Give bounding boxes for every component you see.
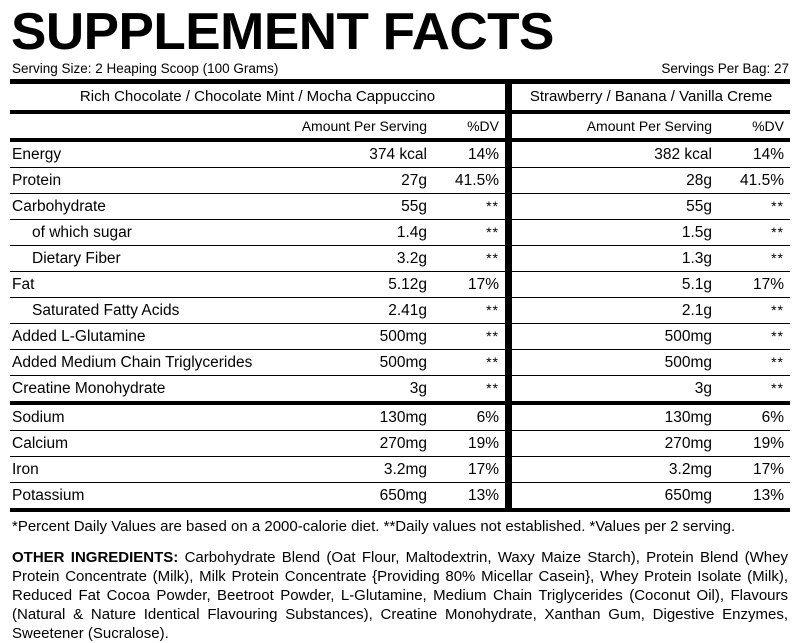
nutrient-amount-right: 500mg — [664, 354, 712, 371]
column-header-dv-right: %DV — [752, 118, 784, 134]
table-bottom-rule — [10, 508, 790, 512]
table-row — [512, 375, 790, 401]
column-header-left — [10, 114, 505, 138]
nutrient-amount-left: 270mg — [379, 435, 427, 452]
flavor-group-right: Strawberry / Banana / Vanilla Creme — [529, 88, 773, 105]
nutrient-amount-left: 5.12g — [388, 276, 427, 293]
nutrient-dv-right: ** — [771, 328, 784, 344]
table-row — [10, 401, 505, 430]
nutrient-amount-left: 130mg — [379, 409, 427, 426]
column-header-band — [10, 114, 790, 138]
other-ingredients — [10, 548, 790, 643]
table-row — [512, 323, 790, 349]
flavor-header-band — [10, 84, 790, 110]
nutrient-dv-left: 19% — [467, 435, 499, 452]
nutrient-amount-left: 650mg — [379, 487, 427, 504]
nutrient-amount-right: 2.1g — [681, 302, 712, 319]
nutrient-dv-right: 17% — [752, 276, 784, 293]
nutrient-dv-right: ** — [771, 354, 784, 370]
nutrient-amount-left: 1.4g — [396, 224, 427, 241]
column-header-name-spacer — [10, 114, 267, 138]
nutrient-dv-left: ** — [486, 328, 499, 344]
nutrient-amount-left: 55g — [401, 198, 427, 215]
nutrient-name: Saturated Fatty Acids — [32, 302, 180, 319]
daily-value-footnote: *Percent Daily Values are based on a 2000-calorie diet. **Daily values not established. *Values per 2 serving. — [12, 518, 736, 535]
nutrient-dv-right: ** — [771, 250, 784, 266]
nutrient-name: Added L-Glutamine — [12, 328, 146, 345]
table-row — [512, 456, 790, 482]
servings-per-bag-label: Servings Per Bag: 27 — [661, 61, 789, 76]
nutrient-amount-right: 55g — [686, 198, 712, 215]
column-header-amount-left: Amount Per Serving — [301, 118, 427, 134]
nutrient-amount-right: 28g — [686, 172, 712, 189]
nutrient-amount-left: 374 kcal — [369, 146, 427, 163]
nutrient-dv-left: ** — [486, 198, 499, 214]
nutrient-dv-left: ** — [486, 224, 499, 240]
nutrient-amount-left: 2.41g — [388, 302, 427, 319]
table-row — [10, 430, 505, 456]
nutrient-dv-left: ** — [486, 302, 499, 318]
nutrient-name: Carbohydrate — [12, 198, 106, 215]
nutrient-dv-left: ** — [486, 380, 499, 396]
nutrient-dv-right: 14% — [752, 146, 784, 163]
nutrient-name: Sodium — [12, 409, 65, 426]
table-row — [512, 271, 790, 297]
nutrient-amount-right: 5.1g — [681, 276, 712, 293]
nutrient-rows-right — [512, 142, 790, 508]
column-divider — [505, 114, 512, 138]
table-row — [512, 297, 790, 323]
table-row — [512, 430, 790, 456]
table-row — [10, 245, 505, 271]
table-row — [512, 245, 790, 271]
table-row — [10, 142, 505, 167]
nutrient-name: Potassium — [12, 487, 85, 504]
nutrient-amount-right: 382 kcal — [654, 146, 712, 163]
nutrient-table — [10, 142, 790, 508]
flavor-group-left: Rich Chocolate / Chocolate Mint / Mocha Cappuccino — [79, 88, 436, 105]
nutrient-name: Protein — [12, 172, 62, 189]
nutrient-amount-right: 3.2mg — [668, 461, 712, 478]
nutrient-amount-right: 270mg — [664, 435, 712, 452]
nutrient-dv-right: 6% — [761, 409, 784, 426]
table-row — [10, 482, 505, 508]
table-row — [10, 167, 505, 193]
nutrient-name: Creatine Monohydrate — [12, 380, 166, 397]
nutrient-amount-left: 3.2mg — [383, 461, 427, 478]
nutrient-amount-right: 3g — [694, 380, 712, 397]
nutrient-dv-left: 6% — [476, 409, 499, 426]
column-divider — [505, 142, 512, 508]
nutrient-dv-left: 14% — [467, 146, 499, 163]
table-row — [10, 456, 505, 482]
table-row — [10, 271, 505, 297]
serving-size-label: Serving Size: 2 Heaping Scoop (100 Grams) — [12, 61, 279, 76]
nutrient-amount-left: 3g — [409, 380, 427, 397]
table-row — [512, 193, 790, 219]
nutrient-name: Calcium — [12, 435, 68, 452]
nutrient-amount-right: 1.3g — [681, 250, 712, 267]
nutrient-dv-left: ** — [486, 250, 499, 266]
table-row — [10, 297, 505, 323]
nutrient-amount-left: 500mg — [379, 354, 427, 371]
nutrient-rows-left — [10, 142, 505, 508]
table-row — [10, 349, 505, 375]
nutrient-name: Fat — [12, 276, 35, 293]
column-divider — [505, 84, 512, 110]
nutrient-dv-left: 17% — [467, 461, 499, 478]
table-row — [512, 167, 790, 193]
nutrient-name: Iron — [12, 461, 39, 478]
nutrient-dv-left: 17% — [467, 276, 499, 293]
table-row — [10, 375, 505, 401]
nutrient-amount-right: 1.5g — [681, 224, 712, 241]
nutrient-dv-left: 13% — [467, 487, 499, 504]
nutrient-amount-left: 3.2g — [396, 250, 427, 267]
table-row — [512, 401, 790, 430]
table-row — [10, 323, 505, 349]
page-title: SUPPLEMENT FACTS — [11, 3, 554, 61]
nutrient-name: Dietary Fiber — [32, 250, 121, 267]
nutrient-amount-left: 500mg — [379, 328, 427, 345]
nutrient-dv-right: 17% — [752, 461, 784, 478]
nutrient-dv-right: 19% — [752, 435, 784, 452]
column-header-dv-left: %DV — [467, 118, 499, 134]
nutrient-amount-right: 500mg — [664, 328, 712, 345]
table-row — [512, 349, 790, 375]
other-ingredients-heading: OTHER INGREDIENTS: — [12, 549, 179, 566]
serving-info-row — [10, 61, 790, 77]
nutrient-dv-right: ** — [771, 224, 784, 240]
table-row — [10, 219, 505, 245]
table-row — [512, 142, 790, 167]
table-row — [512, 219, 790, 245]
nutrient-amount-right: 130mg — [664, 409, 712, 426]
nutrient-dv-right: ** — [771, 302, 784, 318]
table-row — [512, 482, 790, 508]
nutrient-name: Added Medium Chain Triglycerides — [12, 354, 253, 371]
column-header-name-spacer-right — [512, 114, 552, 138]
nutrient-dv-left: 41.5% — [455, 172, 499, 189]
column-header-right — [512, 114, 790, 138]
nutrient-dv-right: 13% — [752, 487, 784, 504]
nutrient-amount-left: 27g — [401, 172, 427, 189]
nutrient-amount-right: 650mg — [664, 487, 712, 504]
column-header-amount-right: Amount Per Serving — [586, 118, 712, 134]
nutrient-name: Energy — [12, 146, 62, 163]
nutrient-dv-right: ** — [771, 198, 784, 214]
table-row — [10, 193, 505, 219]
nutrient-dv-right: ** — [771, 380, 784, 396]
nutrient-dv-left: ** — [486, 354, 499, 370]
other-ingredients-text: Carbohydrate Blend (Oat Flour, Maltodextrin, Waxy Maize Starch), Protein Blend (Whey Protein Concentrate (Milk), Milk Protein Concentrate {Providing 80% Micellar Casein}, Whey Protein Isolate (Milk), Reduced Fat Cocoa Powder, Beetroot Powder, L-Glutamine, Medium Chain Triglycerides (Coconut Oil), Flavours (Natural & Nature Identical Flavouring Substances), Creatine Monohydrate, Xanthan Gum, Digestive Enzymes, Sweetener (Sucralose). — [12, 549, 788, 642]
nutrient-dv-right: 41.5% — [740, 172, 784, 189]
nutrient-name: of which sugar — [32, 224, 132, 241]
